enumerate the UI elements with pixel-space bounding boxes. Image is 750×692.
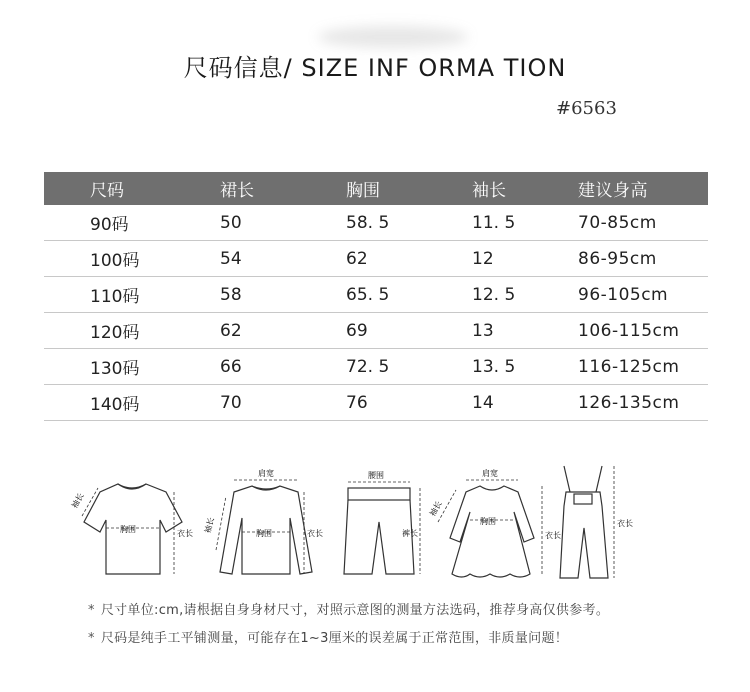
cell-height: 126-135cm <box>578 392 680 413</box>
cell-sleeve: 12 <box>472 248 494 269</box>
cell-chest: 65. 5 <box>346 284 390 305</box>
dress-diagram <box>427 462 561 592</box>
page-title: 尺码信息/ SIZE INF ORMA TION <box>183 54 567 82</box>
cell-sleeve: 12. 5 <box>472 284 516 305</box>
cell-skirt-length: 70 <box>220 392 242 413</box>
cell-size: 110码 <box>90 287 140 307</box>
cell-height: 116-125cm <box>578 356 680 377</box>
dress-chest-label: 胸围 <box>480 517 496 526</box>
header-height: 建议身高 <box>578 181 648 201</box>
sweater-shoulder-label: 肩宽 <box>258 469 274 478</box>
dress-length-label: 衣长 <box>545 531 561 540</box>
table-row <box>44 313 708 349</box>
header-skirt-length: 裙长 <box>220 181 254 201</box>
cell-height: 86-95cm <box>578 248 657 269</box>
cell-skirt-length: 50 <box>220 212 242 233</box>
cell-skirt-length: 66 <box>220 356 242 377</box>
table-row <box>44 349 708 385</box>
cell-chest: 72. 5 <box>346 356 390 377</box>
cell-skirt-length: 62 <box>220 320 242 341</box>
cell-size: 100码 <box>90 251 140 271</box>
header-size: 尺码 <box>90 181 124 201</box>
cell-sleeve: 13. 5 <box>472 356 516 377</box>
cell-sleeve: 11. 5 <box>472 212 516 233</box>
cell-size: 130码 <box>90 359 140 379</box>
note-unit <box>88 599 609 618</box>
sweater-chest-label: 胸围 <box>256 529 272 538</box>
cell-size: 120码 <box>90 323 140 343</box>
cell-chest: 69 <box>346 320 368 341</box>
dress-shoulder-label: 肩宽 <box>482 469 498 478</box>
cell-sleeve: 13 <box>472 320 494 341</box>
cell-chest: 76 <box>346 392 368 413</box>
sweater-sleeve-label: 袖长 <box>203 516 217 535</box>
cell-height: 96-105cm <box>578 284 669 305</box>
sweater-diagram <box>202 462 332 592</box>
pants-length-label: 裤长 <box>402 529 418 538</box>
table-row <box>44 277 708 313</box>
pants-waist-label: 腰围 <box>368 471 384 480</box>
size-table <box>44 172 708 421</box>
brush-stroke-decoration <box>318 26 468 48</box>
tshirt-length-label: 衣长 <box>177 529 193 538</box>
measurement-diagrams <box>62 462 712 592</box>
cell-skirt-length: 54 <box>220 248 242 269</box>
cell-sleeve: 14 <box>472 392 494 413</box>
header-chest: 胸围 <box>346 181 380 201</box>
pants-diagram <box>330 462 430 592</box>
table-header <box>44 172 708 205</box>
table-row <box>44 241 708 277</box>
cell-height: 70-85cm <box>578 212 657 233</box>
header-sleeve: 袖长 <box>472 181 506 201</box>
overalls-length-label: 衣长 <box>617 519 633 528</box>
tshirt-diagram <box>70 462 200 592</box>
note-text: 尺寸单位:cm,请根据自身身材尺寸，对照示意图的测量方法选码，推荐身高仅供参考。 <box>100 603 610 618</box>
cell-height: 106-115cm <box>578 320 680 341</box>
overalls-diagram <box>548 462 648 592</box>
cell-chest: 62 <box>346 248 368 269</box>
cell-size: 90码 <box>90 215 129 235</box>
asterisk-icon: * <box>88 631 95 646</box>
note-error <box>88 627 568 646</box>
product-code: #6563 <box>556 98 617 119</box>
table-row <box>44 205 708 241</box>
sweater-length-label: 衣长 <box>307 529 323 538</box>
note-text: 尺码是纯手工平铺测量，可能存在1~3厘米的误差属于正常范围，非质量问题！ <box>100 631 569 646</box>
table-row <box>44 385 708 421</box>
tshirt-chest-label: 胸围 <box>120 525 136 534</box>
cell-chest: 58. 5 <box>346 212 390 233</box>
asterisk-icon: * <box>88 603 95 618</box>
cell-size: 140码 <box>90 395 140 415</box>
tshirt-sleeve-label: 袖长 <box>69 491 86 510</box>
cell-skirt-length: 58 <box>220 284 242 305</box>
dress-sleeve-label: 袖长 <box>427 499 444 518</box>
